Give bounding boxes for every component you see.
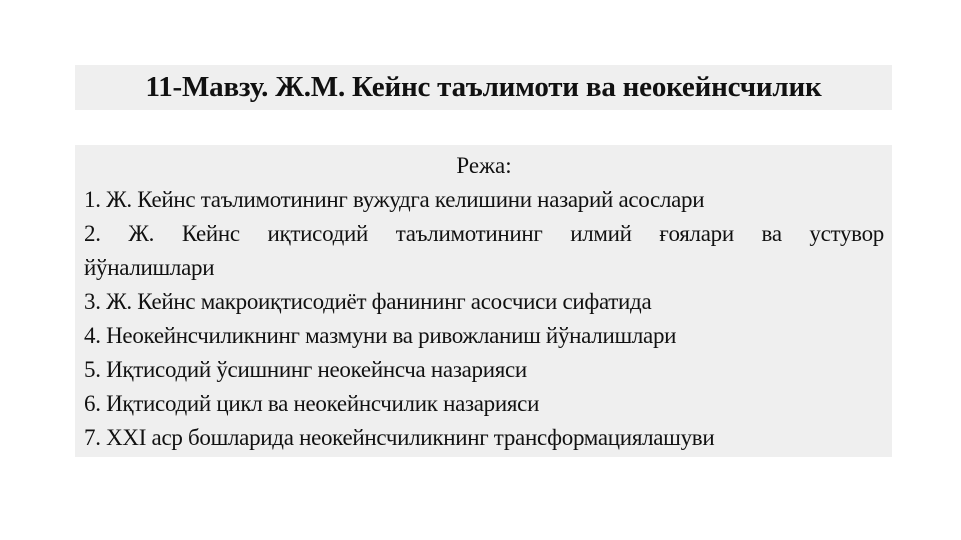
- plan-box: [75, 145, 892, 457]
- title-box: [75, 65, 892, 110]
- plan-heading: Режа:: [456, 153, 512, 178]
- plan-item-1: 1. Ж. Кейнс таълимотининг вужудга келишини назарий асослари: [84, 187, 705, 212]
- plan-item-3: 3. Ж. Кейнс макроиқтисодиёт фанининг асосчиси сифатида: [84, 289, 652, 314]
- plan-item-7: 7. XXI аср бошларида неокейнсчиликнинг трансформациялашуви: [84, 425, 715, 450]
- plan-item-5: 5. Иқтисодий ўсишнинг неокейнсча назарияси: [84, 357, 527, 382]
- plan-item-2-line-1: 2. Ж. Кейнс иқтисодий таълимотининг илмий ғоялари ва устувор: [84, 221, 884, 246]
- slide-title: 11-Мавзу. Ж.М. Кейнс таълимоти ва неокейнсчилик: [145, 71, 822, 103]
- plan-item-2: [84, 217, 884, 285]
- plan-item-6: 6. Иқтисодий цикл ва неокейнсчилик назарияси: [84, 391, 540, 416]
- plan-item-4: 4. Неокейнсчиликнинг мазмуни ва ривожланиш йўналишлари: [84, 323, 677, 348]
- plan-item-2-line-2: йўналишлари: [84, 255, 215, 280]
